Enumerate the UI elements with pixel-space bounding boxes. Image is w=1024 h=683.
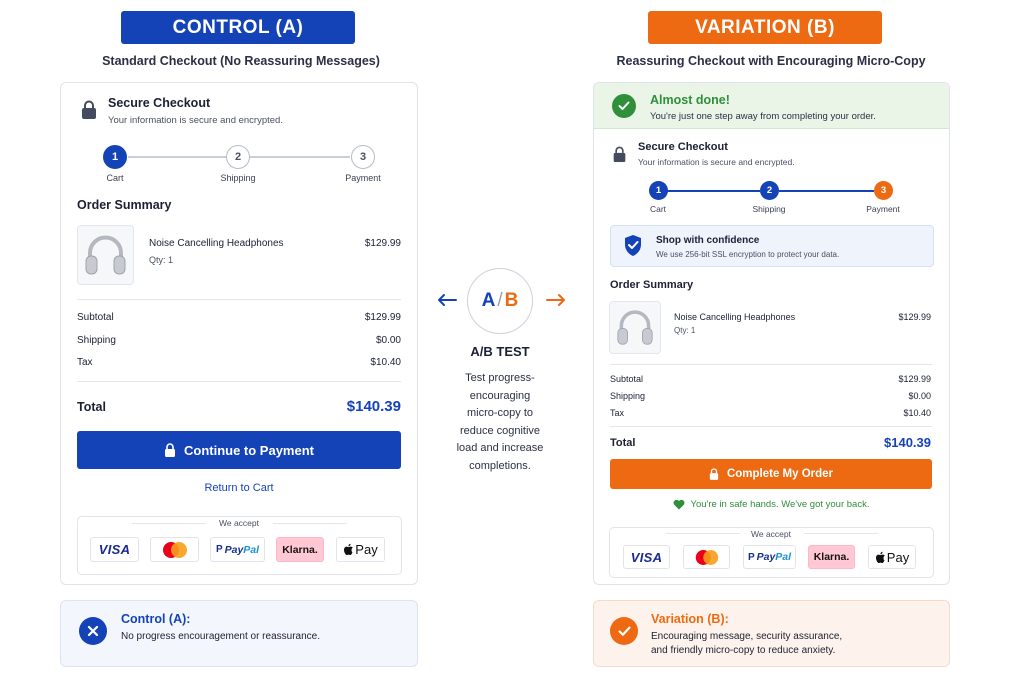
close-icon: [79, 617, 107, 645]
secure-checkout-title: Secure Checkout: [638, 141, 728, 153]
divider: [804, 533, 878, 534]
step-3-circle: 3: [874, 181, 893, 200]
lock-icon: [164, 443, 176, 457]
subtotal-label: Subtotal: [610, 374, 644, 384]
total-value: $140.39: [884, 435, 931, 450]
step-2-circle: 2: [760, 181, 779, 200]
mastercard-logo: [150, 537, 199, 562]
stepper-line: [128, 156, 226, 158]
paypal-logo: P PayPal: [743, 545, 796, 569]
continue-to-payment-label: Continue to Payment: [183, 442, 314, 458]
almost-done-title: Almost done!: [650, 93, 730, 107]
step-3-label: Payment: [866, 204, 900, 214]
check-circle-icon: [610, 617, 638, 645]
step-3-label: Payment: [345, 173, 381, 183]
apple-icon: [343, 543, 354, 556]
tax-label: Tax: [77, 357, 93, 368]
complete-my-order-label: Complete My Order: [726, 468, 834, 480]
total-label: Total: [77, 400, 106, 414]
control-note-text: No progress encouragement or reassurance.: [121, 631, 320, 642]
shipping-label: Shipping: [77, 335, 116, 346]
continue-to-payment-button[interactable]: [77, 431, 401, 469]
step-1-circle: 1: [103, 145, 127, 169]
check-circle-icon: [612, 94, 636, 118]
almost-done-text: You're just one step away from completing your order.: [650, 111, 876, 122]
subtotal-label: Subtotal: [77, 312, 114, 323]
order-summary-title: Order Summary: [610, 279, 694, 291]
divider: [666, 533, 740, 534]
arrow-left-icon: [436, 293, 458, 307]
product-qty: Qty: 1: [674, 326, 696, 335]
lock-icon: [709, 468, 719, 480]
divider: [610, 426, 932, 427]
divider: [77, 381, 401, 382]
divider: [77, 299, 401, 300]
step-2-label: Shipping: [220, 173, 256, 183]
step-1-label: Cart: [106, 173, 124, 183]
secure-checkout-subtitle: Your information is secure and encrypted.: [108, 115, 283, 126]
divider: [273, 523, 347, 524]
tax-value: $10.40: [903, 408, 931, 418]
lock-icon: [80, 100, 98, 125]
stepper-line: [250, 156, 350, 158]
total-value: $140.39: [346, 398, 401, 415]
lock-icon: [612, 146, 627, 168]
shipping-value: $0.00: [908, 391, 931, 401]
step-2-label: Shipping: [752, 204, 786, 214]
safe-hands-message: You're in safe hands. We've got your back.: [610, 499, 932, 510]
product-price: $129.99: [364, 238, 401, 249]
shipping-label: Shipping: [610, 391, 646, 401]
control-note-title: Control (A):: [121, 612, 191, 626]
apple-pay-logo: Pay: [336, 537, 385, 562]
secure-checkout-subtitle: Your information is secure and encrypted.: [638, 157, 795, 167]
klarna-logo: Klarna.: [276, 537, 324, 562]
heart-icon: [673, 499, 685, 510]
shop-with-confidence-box: [610, 225, 934, 267]
stepper-line: [667, 190, 760, 192]
product-price: $129.99: [898, 312, 931, 322]
shop-with-confidence-title: Shop with confidence: [656, 235, 760, 246]
ab-badge: A / B: [467, 268, 533, 334]
klarna-logo: Klarna.: [808, 545, 855, 569]
variation-tag: VARIATION (B): [648, 11, 882, 44]
stepper-line: [779, 190, 874, 192]
ab-test-description: Test progress- encouraging micro-copy to reduce cognitive load and increase completions.: [456, 372, 544, 472]
variation-note-text-1: Encouraging message, security assurance,: [651, 631, 843, 642]
product-name: Noise Cancelling Headphones: [149, 238, 284, 249]
product-thumbnail: [77, 225, 134, 285]
product-name: Noise Cancelling Headphones: [674, 312, 796, 322]
return-to-cart-link[interactable]: Return to Cart: [204, 482, 274, 494]
control-subtitle: Standard Checkout (No Reassuring Messages): [102, 54, 380, 68]
shield-check-icon: [623, 234, 643, 257]
paypal-logo: P PayPal: [210, 537, 265, 562]
ab-test-title: A/B TEST: [470, 344, 530, 359]
mastercard-logo: [683, 545, 730, 569]
tax-value: $10.40: [370, 357, 401, 368]
we-accept-label: We accept: [750, 529, 791, 539]
secure-checkout-title: Secure Checkout: [108, 96, 211, 110]
control-tag: CONTROL (A): [121, 11, 355, 44]
step-1-label: Cart: [649, 204, 667, 214]
arrow-right-icon: [545, 293, 567, 307]
product-thumbnail: [609, 301, 661, 354]
visa-logo: VISA: [623, 545, 670, 569]
almost-done-banner: [594, 83, 949, 129]
apple-pay-logo: Pay: [868, 545, 916, 569]
subtotal-value: $129.99: [898, 374, 931, 384]
shop-with-confidence-text: We use 256-bit SSL encryption to protect your data.: [656, 250, 840, 259]
divider: [610, 364, 932, 365]
visa-logo: VISA: [90, 537, 139, 562]
step-1-circle: 1: [649, 181, 668, 200]
apple-icon: [875, 551, 886, 564]
variation-subtitle: Reassuring Checkout with Encouraging Micro-Copy: [616, 54, 926, 68]
variation-note-title: Variation (B):: [651, 612, 729, 626]
headphones-icon: [78, 226, 133, 284]
product-qty: Qty: 1: [149, 255, 174, 265]
divider: [132, 523, 206, 524]
we-accept-label: We accept: [218, 518, 259, 528]
total-label: Total: [610, 437, 636, 449]
step-2-circle: 2: [226, 145, 250, 169]
order-summary-title: Order Summary: [77, 198, 172, 212]
tax-label: Tax: [610, 408, 625, 418]
variation-note-text-2: and friendly micro-copy to reduce anxiety.: [651, 645, 836, 656]
complete-my-order-button[interactable]: [610, 459, 932, 489]
shipping-value: $0.00: [375, 335, 401, 346]
subtotal-value: $129.99: [364, 312, 401, 323]
headphones-icon: [610, 302, 660, 353]
step-3-circle: 3: [351, 145, 375, 169]
